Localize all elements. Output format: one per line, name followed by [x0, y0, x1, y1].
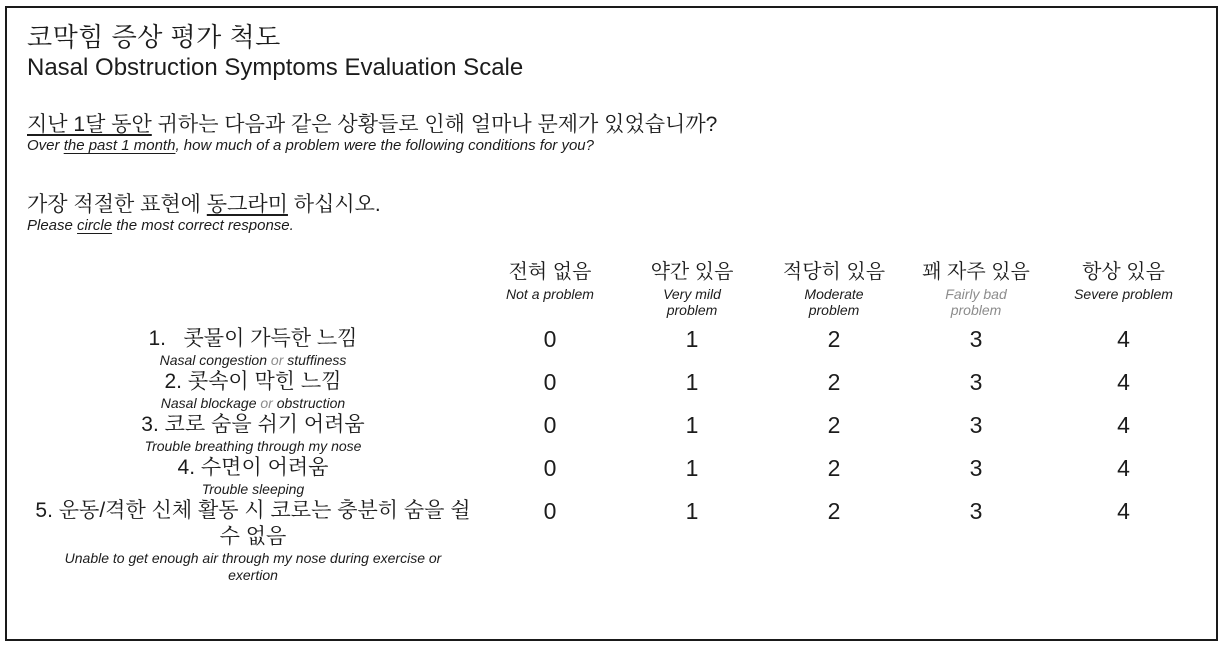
title-block [27, 22, 1200, 82]
item-row-5 [27, 498, 1200, 584]
item-english: Nasal blockage or obstruction [160, 395, 346, 411]
rating-option[interactable]: 2 [827, 498, 841, 524]
rating-option[interactable]: 1 [685, 455, 699, 481]
instruction-circle [27, 192, 1200, 235]
title-english: Nasal Obstruction Symptoms Evaluation Scale [27, 54, 524, 81]
rating-option[interactable]: 2 [827, 412, 841, 438]
item-row-1 [27, 326, 1200, 369]
item-korean: 5. 운동/격한 신체 활동 시 코로는 충분히 숨을 쉴 수 없음 [35, 499, 471, 548]
item-row-4 [27, 455, 1200, 498]
column-header-very-mild [621, 260, 763, 326]
instruction-period-english [27, 137, 1200, 155]
column-header-not-a-problem [479, 260, 621, 326]
item-korean: 2. 콧속이 막힌 느낌 [164, 370, 342, 393]
instruction-period-korean [27, 112, 1200, 137]
rating-header-row [27, 260, 1200, 326]
column-header-korean: 약간 있음 [650, 261, 734, 283]
column-header-english: Moderate problem [804, 286, 864, 318]
instruction-circle-english-underline: circle [77, 217, 113, 234]
instruction-period-english-rest: , how much of a problem were the following conditions for you? [175, 137, 594, 154]
item-label [27, 369, 479, 412]
rating-option[interactable]: 0 [543, 455, 557, 481]
item-english: Unable to get enough air through my nose during exercise or exertion [64, 550, 442, 583]
instruction-circle-korean-underline: 동그라미 [206, 193, 288, 216]
rating-option[interactable]: 0 [543, 498, 557, 524]
item-label [27, 455, 479, 498]
rating-option[interactable]: 0 [543, 412, 557, 438]
rating-option[interactable]: 2 [827, 326, 841, 352]
rating-option[interactable]: 0 [543, 326, 557, 352]
rating-option[interactable]: 3 [969, 412, 983, 438]
item-label [27, 498, 479, 584]
column-header-english: Fairly bad problem [945, 286, 1007, 318]
column-header-moderate [763, 260, 905, 326]
rating-option[interactable]: 4 [1117, 369, 1130, 395]
rating-option[interactable]: 4 [1117, 498, 1130, 524]
column-header-korean: 꽤 자주 있음 [922, 261, 1030, 283]
rating-option[interactable]: 1 [685, 412, 699, 438]
column-header-korean: 항상 있음 [1082, 261, 1165, 283]
title-korean: 코막힘 증상 평가 척도 [27, 22, 281, 52]
rating-option[interactable]: 4 [1117, 326, 1130, 352]
instruction-circle-english-rest: the most correct response. [112, 217, 294, 234]
rating-option[interactable]: 0 [543, 369, 557, 395]
item-row-3 [27, 412, 1200, 455]
column-header-fairly-bad [905, 260, 1047, 326]
rating-option[interactable]: 3 [969, 326, 983, 352]
rating-option[interactable]: 2 [827, 455, 841, 481]
rating-option[interactable]: 1 [685, 498, 699, 524]
rating-option[interactable]: 3 [969, 498, 983, 524]
column-header-english: Severe problem [1074, 286, 1173, 302]
item-korean: 1. 콧물이 가득한 느낌 [148, 327, 358, 350]
item-label [27, 412, 479, 455]
item-korean: 4. 수면이 어려움 [177, 456, 329, 479]
instruction-period-korean-underline: 지난 1달 동안 [27, 113, 152, 136]
rating-table [27, 260, 1200, 584]
instruction-period-english-pre: Over [27, 137, 64, 154]
rating-option[interactable]: 1 [685, 326, 699, 352]
questionnaire-sheet [5, 6, 1218, 641]
instruction-circle-english [27, 217, 1200, 235]
instruction-circle-english-pre: Please [27, 217, 78, 234]
column-header-english: Not a problem [506, 286, 594, 302]
rating-option[interactable]: 4 [1117, 412, 1130, 438]
rating-option[interactable]: 3 [969, 369, 983, 395]
instruction-circle-korean [27, 192, 1200, 217]
item-english: Trouble sleeping [201, 481, 305, 497]
item-row-2 [27, 369, 1200, 412]
item-label [27, 326, 479, 369]
item-english: Nasal congestion or stuffiness [159, 352, 347, 368]
rating-option[interactable]: 4 [1117, 455, 1130, 481]
column-header-severe [1047, 260, 1200, 326]
column-header-korean: 전혀 없음 [508, 261, 592, 283]
column-header-korean: 적당히 있음 [782, 261, 886, 283]
rating-option[interactable]: 2 [827, 369, 841, 395]
instruction-circle-korean-pre: 가장 적절한 표현에 [27, 193, 207, 216]
instruction-period-english-underline: the past 1 month [63, 137, 176, 154]
item-english: Trouble breathing through my nose [144, 438, 362, 454]
rating-option[interactable]: 1 [685, 369, 699, 395]
rating-header-empty [27, 260, 479, 326]
column-header-english: Very mild problem [663, 286, 721, 318]
instruction-period-korean-rest: 귀하는 다음과 같은 상황들로 인해 얼마나 문제가 있었습니까? [151, 113, 718, 136]
instruction-period [27, 112, 1200, 155]
item-korean: 3. 코로 숨을 쉬기 어려움 [141, 413, 365, 436]
instruction-circle-korean-rest: 하십시오. [287, 193, 381, 216]
rating-option[interactable]: 3 [969, 455, 983, 481]
